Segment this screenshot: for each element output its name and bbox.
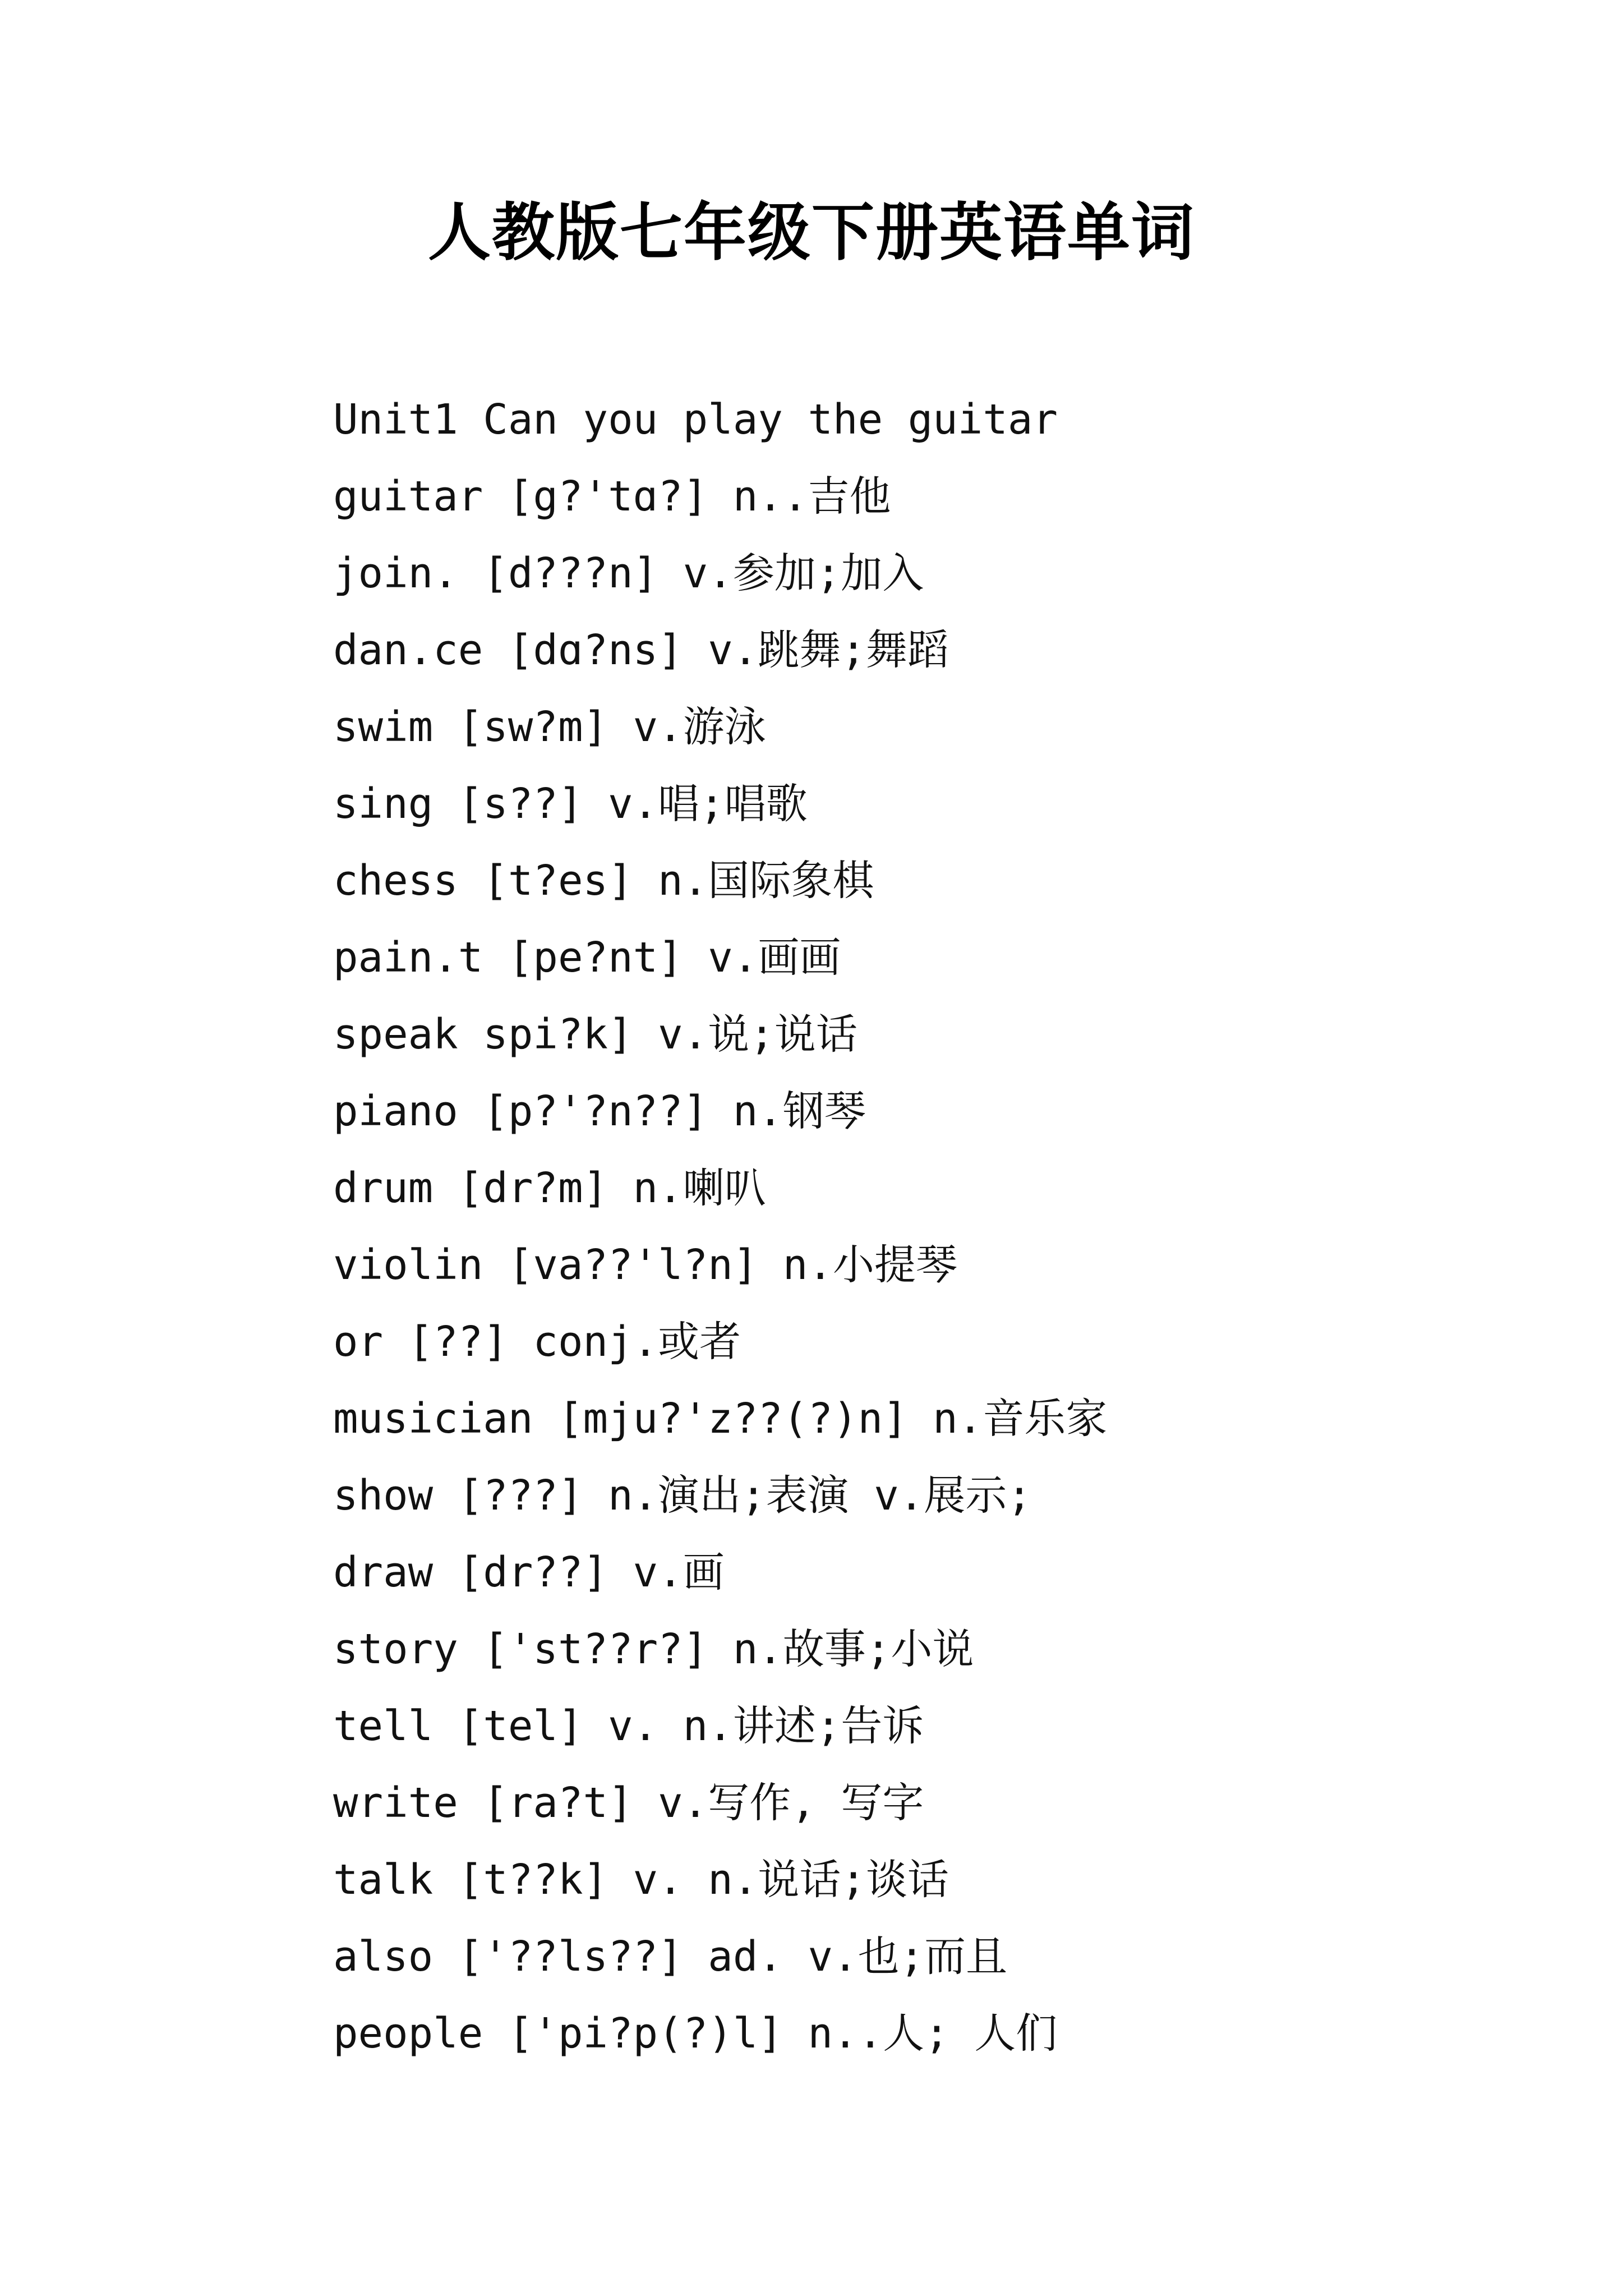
vocab-entry: also ['??ls??] ad. v.也;而且: [333, 1932, 1008, 1981]
vocab-entry: join. [d???n] v.参加;加入: [333, 549, 924, 597]
vocab-entry: chess [t?es] n.国际象棋: [333, 857, 874, 905]
unit-heading: Unit1 Can you play the guitar: [333, 395, 1058, 444]
vocab-entry: draw [dr??] v.画: [333, 1548, 725, 1596]
vocab-entry: or [??] conj.或者: [333, 1318, 741, 1366]
vocab-entry: sing [s??] v.唱;唱歌: [333, 780, 808, 828]
vocab-entry: guitar [g?'tɑ?] n..吉他: [333, 472, 891, 521]
vocabulary-list: [333, 381, 1567, 2072]
vocab-entry: speak spi?k] v.说;说话: [333, 1010, 857, 1059]
vocab-entry: drum [dr?m] n.喇叭: [333, 1164, 766, 1212]
vocab-entry: people ['pi?p(?)l] n..人; 人们: [333, 2009, 1058, 2058]
vocab-entry: tell [tel] v. n.讲述;告诉: [333, 1702, 924, 1750]
vocab-entry: piano [p?'?n??] n.钢琴: [333, 1087, 866, 1135]
vocab-entry: show [???] n.演出;表演 v.展示;: [333, 1471, 1032, 1520]
vocab-entry: dan.ce [dɑ?ns] v.跳舞;舞蹈: [333, 626, 949, 674]
vocab-entry: musician [mju?'z??(?)n] n.音乐家: [333, 1395, 1108, 1443]
vocab-entry: story ['st??r?] n.故事;小说: [333, 1625, 974, 1673]
document-title: 人教版七年级下册英语单词: [428, 196, 1195, 269]
vocab-entry: write [ra?t] v.写作, 写字: [333, 1779, 924, 1827]
vocab-entry: violin [va??'l?n] n.小提琴: [333, 1241, 958, 1289]
vocab-entry: pain.t [pe?nt] v.画画: [333, 933, 841, 982]
vocab-entry: swim [sw?m] v.游泳: [333, 703, 766, 751]
vocab-entry: talk [t??k] v. n.说话;谈话: [333, 1856, 949, 1904]
